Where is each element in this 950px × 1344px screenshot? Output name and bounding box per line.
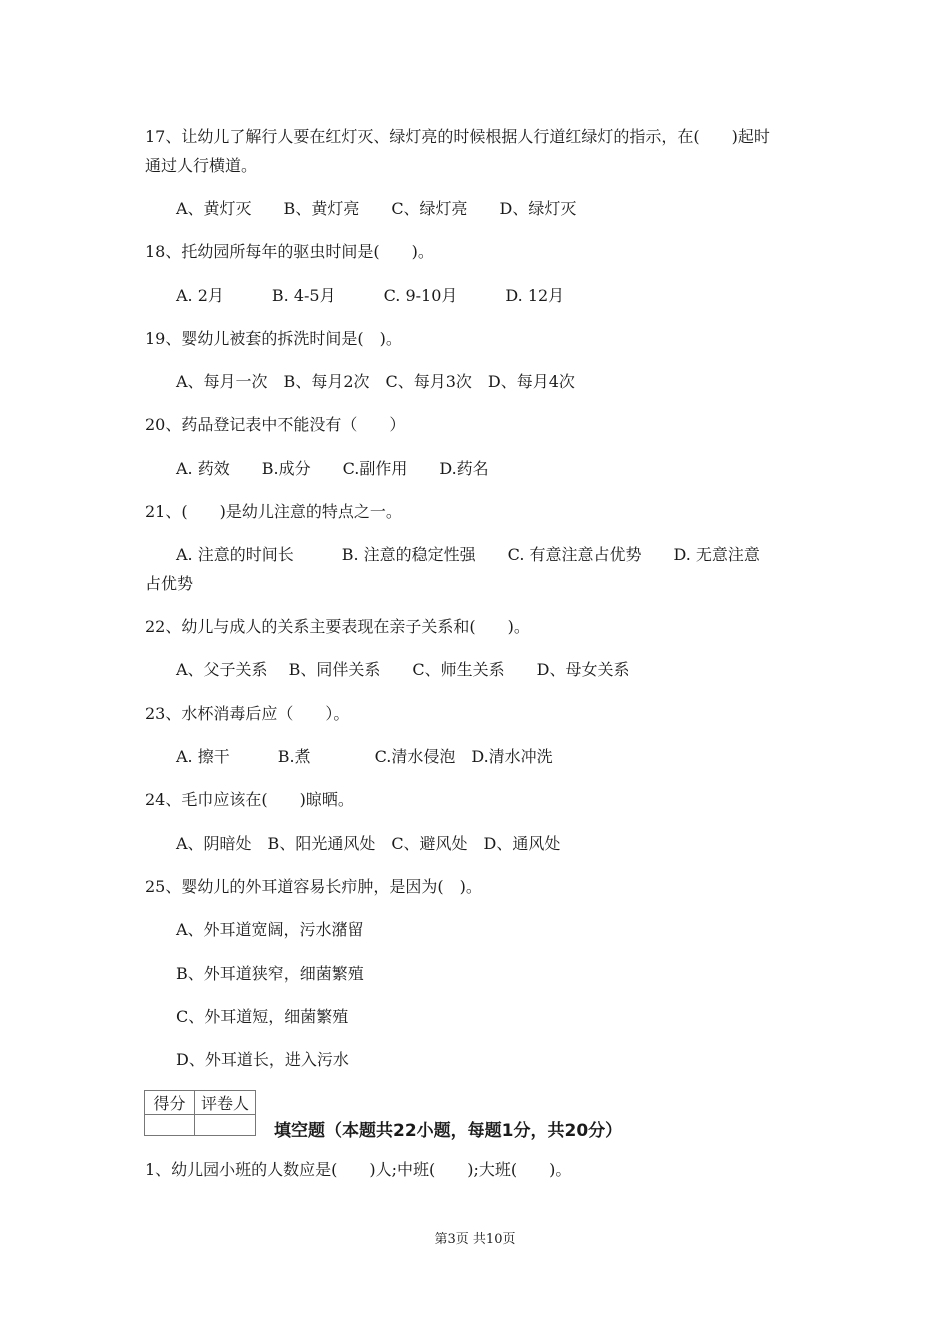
page-footer: 第3页 共10页 — [434, 1232, 516, 1247]
question-19-options: A、每月一次 B、每月2次 C、每月3次 D、每月4次 — [176, 372, 575, 391]
score-cell — [145, 1115, 195, 1136]
question-21-options-line-1: A. 注意的时间长 B. 注意的稳定性强 C. 有意注意占优势 D. 无意注意 — [176, 545, 760, 564]
question-22: 22、幼儿与成人的关系主要表现在亲子关系和( )。 — [145, 617, 530, 636]
question-20: 20、药品登记表中不能没有（ ） — [145, 415, 406, 434]
question-17-options: A、黄灯灭 B、黄灯亮 C、绿灯亮 D、绿灯灭 — [176, 199, 577, 218]
question-18-options: A. 2月 B. 4-5月 C. 9-10月 D. 12月 — [176, 286, 565, 305]
question-24: 24、毛巾应该在( )晾晒。 — [145, 790, 354, 809]
question-19: 19、婴幼儿被套的拆洗时间是( )。 — [145, 329, 402, 348]
question-23: 23、水杯消毒后应（ ）。 — [145, 704, 350, 723]
question-24-options: A、阴暗处 B、阳光通风处 C、避风处 D、通风处 — [176, 834, 561, 853]
question-21-options-line-2: 占优势 — [145, 574, 194, 593]
grader-header: 评卷人 — [195, 1091, 256, 1115]
fill-question-1: 1、幼儿园小班的人数应是( )人;中班( );大班( )。 — [145, 1160, 572, 1179]
question-25: 25、婴幼儿的外耳道容易长疖肿，是因为( )。 — [145, 877, 482, 896]
question-17-line-2: 通过人行横道。 — [145, 156, 258, 175]
question-25-option-a: A、外耳道宽阔，污水潴留 — [176, 920, 364, 939]
question-25-option-c: C、外耳道短，细菌繁殖 — [176, 1007, 349, 1026]
question-18: 18、托幼园所每年的驱虫时间是( )。 — [145, 242, 434, 261]
question-25-option-b: B、外耳道狭窄，细菌繁殖 — [176, 964, 364, 983]
score-table — [144, 1090, 256, 1136]
question-20-options: A. 药效 B.成分 C.副作用 D.药名 — [176, 459, 489, 478]
score-header: 得分 — [145, 1091, 195, 1115]
question-25-option-d: D、外耳道长，进入污水 — [176, 1050, 349, 1069]
section-title: 填空题（本题共22小题，每题1分，共20分） — [274, 1121, 623, 1141]
question-17-line-1: 17、让幼儿了解行人要在红灯灭、绿灯亮的时候根据人行道红绿灯的指示，在( )起时 — [145, 127, 770, 146]
question-22-options: A、父子关系 B、同伴关系 C、师生关系 D、母女关系 — [176, 660, 630, 679]
question-23-options: A. 擦干 B.煮 C.清水侵泡 D.清水冲洗 — [176, 747, 553, 766]
question-21: 21、( )是幼儿注意的特点之一。 — [145, 502, 402, 521]
grader-cell — [195, 1115, 256, 1136]
